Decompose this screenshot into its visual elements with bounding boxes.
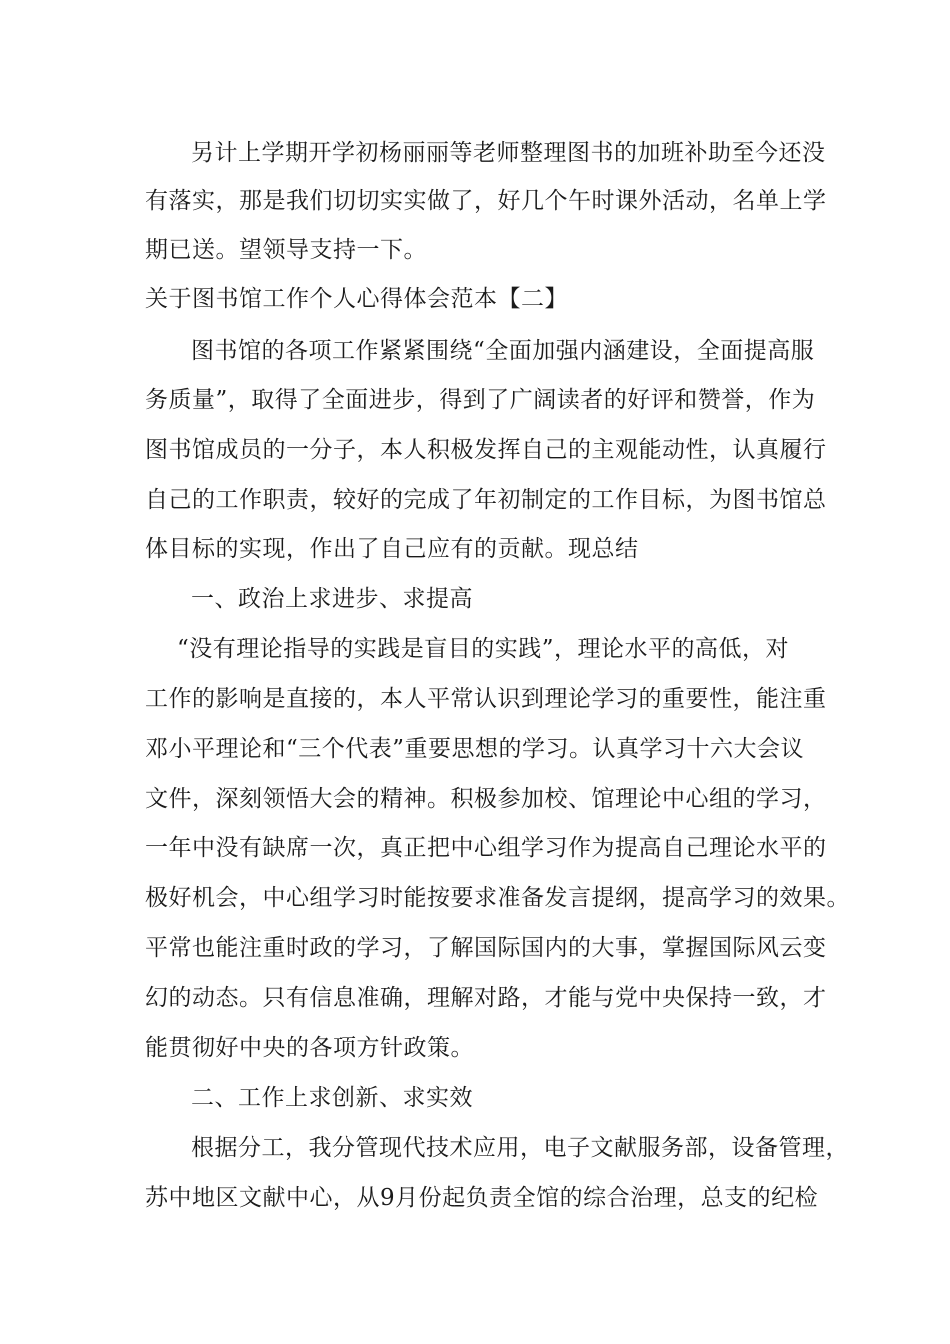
- paragraph-line: 苏中地区文献中心，从9月份起负责全馆的综合治理，总支的纪检: [145, 1185, 819, 1211]
- paragraph-line: 根据分工，我分管现代技术应用，电子文献服务部，设备管理，: [191, 1135, 849, 1161]
- paragraph-line: 极好机会，中心组学习时能按要求准备发言提纲，提高学习的效果。: [145, 885, 850, 911]
- paragraph-line: 体目标的实现，作出了自己应有的贡献。现总结: [145, 536, 639, 562]
- paragraph-line: 另计上学期开学初杨丽丽等老师整理图书的加班补助至今还没: [191, 140, 826, 166]
- subsection-heading: 二、工作上求创新、求实效: [191, 1085, 473, 1111]
- paragraph-line: 能贯彻好中央的各项方针政策。: [145, 1035, 474, 1061]
- paragraph-line: 幻的动态。只有信息准确，理解对路，才能与党中央保持一致，才: [145, 985, 827, 1011]
- paragraph-line: “没有理论指导的实践是盲目的实践”，理论水平的高低，对: [177, 636, 790, 662]
- paragraph-line: 有落实，那是我们切切实实做了，好几个午时课外活动，名单上学: [145, 188, 827, 214]
- paragraph-line: 期已送。望领导支持一下。: [145, 237, 427, 263]
- paragraph-line: 图书馆的各项工作紧紧围绕“全面加强内涵建设，全面提高服: [191, 338, 815, 364]
- paragraph-line: 一年中没有缺席一次，真正把中心组学习作为提高自己理论水平的: [145, 835, 827, 861]
- subsection-heading: 一、政治上求进步、求提高: [191, 586, 473, 612]
- section-heading: 关于图书馆工作个人心得体会范本【二】: [145, 286, 568, 312]
- paragraph-line: 邓小平理论和“三个代表”重要思想的学习。认真学习十六大会议: [145, 736, 805, 762]
- paragraph-line: 图书馆成员的一分子，本人积极发挥自己的主观能动性，认真履行: [145, 437, 827, 463]
- paragraph-line: 务质量”，取得了全面进步，得到了广阔读者的好评和赞誉，作为: [145, 387, 816, 413]
- paragraph-line: 文件，深刻领悟大会的精神。积极参加校、馆理论中心组的学习，: [145, 786, 827, 812]
- paragraph-line: 自己的工作职责，较好的完成了年初制定的工作目标，为图书馆总: [145, 487, 827, 513]
- paragraph-line: 工作的影响是直接的，本人平常认识到理论学习的重要性，能注重: [145, 686, 827, 712]
- paragraph-line: 平常也能注重时政的学习，了解国际国内的大事，掌握国际风云变: [145, 935, 827, 961]
